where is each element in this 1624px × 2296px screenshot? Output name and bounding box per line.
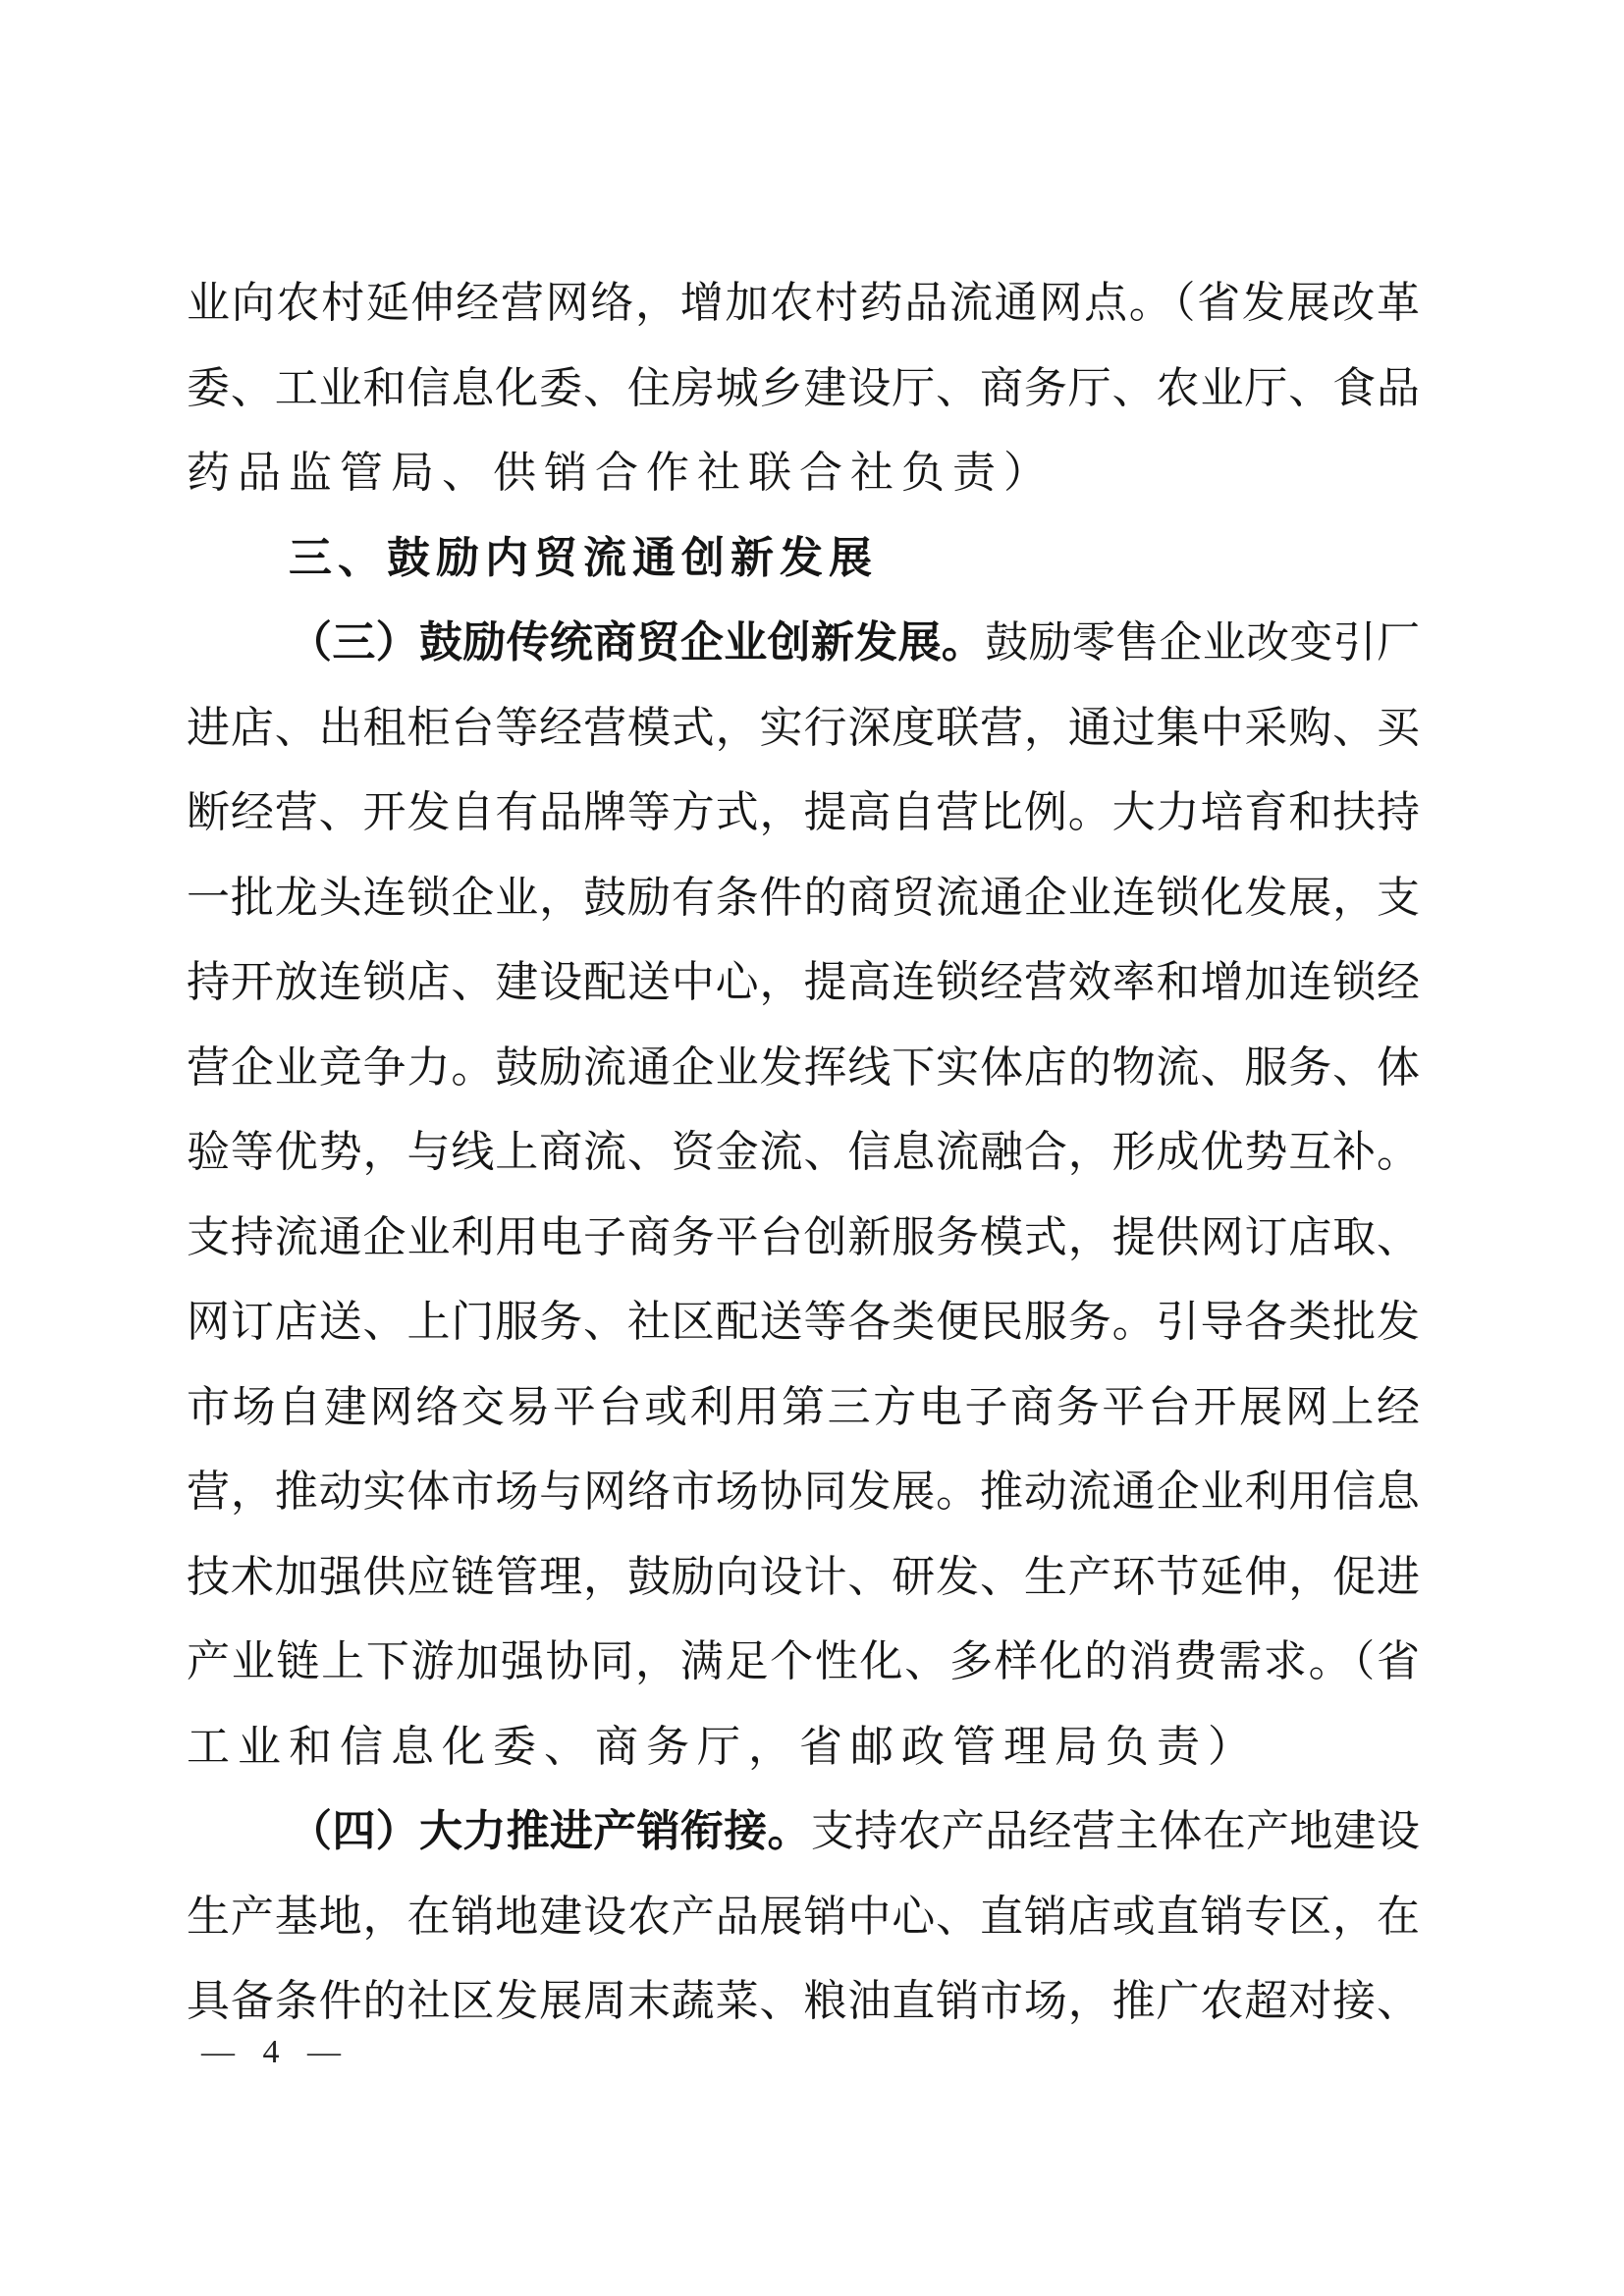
text-segment: 营，推动实体市场与网络市场协同发展。推动流通企业利用信息 <box>187 1468 1420 1516</box>
text-line <box>187 1026 1420 1111</box>
text-line <box>187 601 1420 686</box>
text-line <box>187 940 1420 1026</box>
text-line <box>187 1450 1420 1535</box>
text-line <box>187 261 1420 347</box>
text-segment: 生产基地，在销地建设农产品展销中心、直销店或直销专区，在 <box>187 1892 1420 1941</box>
text-segment: 支持流通企业利用电子商务平台创新服务模式，提供网订店取、 <box>187 1212 1420 1261</box>
text-line <box>187 1705 1420 1790</box>
text-segment: 网订店送、上门服务、社区配送等各类便民服务。引导各类批发 <box>187 1298 1420 1346</box>
text-line <box>187 431 1420 516</box>
text-line <box>187 856 1420 941</box>
text-segment: 支持农产品经营主体在产地建设 <box>810 1807 1421 1855</box>
text-segment: 断经营、开发自有品牌等方式，提高自营比例。大力培育和扶持 <box>187 788 1420 836</box>
text-line <box>187 1875 1420 1960</box>
text-segment: 工业和信息化委、商务厅，省邮政管理局负责） <box>187 1722 1259 1771</box>
text-segment: 鼓励零售企业改变引厂 <box>985 618 1421 667</box>
text-line <box>187 1959 1420 2045</box>
text-line <box>187 771 1420 856</box>
text-segment: 市场自建网络交易平台或利用第三方电子商务平台开展网上经 <box>187 1382 1420 1431</box>
page-number: — 4 — <box>201 2034 351 2070</box>
text-line <box>187 1789 1420 1875</box>
text-line <box>187 1110 1420 1196</box>
text-segment: 委、工业和信息化委、住房城乡建设厅、商务厅、农业厅、食品 <box>187 363 1420 412</box>
text-segment: 药品监管局、供销合作社联合社负责） <box>187 449 1055 497</box>
text-segment: 一批龙头连锁企业，鼓励有条件的商贸流通企业连锁化发展，支 <box>187 873 1420 922</box>
text-segment-bold: （四）大力推进产销衔接。 <box>289 1807 811 1855</box>
section-heading <box>187 516 1420 602</box>
text-segment: 进店、出租柜台等经营模式，实行深度联营，通过集中采购、买 <box>187 703 1420 752</box>
text-segment: 持开放连锁店、建设配送中心，提高连锁经营效率和增加连锁经 <box>187 958 1420 1006</box>
text-segment: 具备条件的社区发展周末蔬菜、粮油直销市场，推广农超对接、 <box>187 1977 1420 2025</box>
text-line <box>187 1196 1420 1281</box>
text-segment: 营企业竞争力。鼓励流通企业发挥线下实体店的物流、服务、体 <box>187 1042 1420 1092</box>
text-block <box>187 261 1420 2045</box>
text-line <box>187 1280 1420 1365</box>
text-segment: 产业链上下游加强协同，满足个性化、多样化的消费需求。（省 <box>187 1637 1420 1685</box>
text-segment: 验等优势，与线上商流、资金流、信息流融合，形成优势互补。 <box>187 1128 1420 1176</box>
text-line <box>187 1535 1420 1621</box>
text-line <box>187 1365 1420 1451</box>
text-segment-bold: （三）鼓励传统商贸企业创新发展。 <box>289 618 986 667</box>
text-line <box>187 1620 1420 1705</box>
text-segment-bold: 三、鼓励内贸流通创新发展 <box>289 533 878 582</box>
text-segment: 业向农村延伸经营网络，增加农村药品流通网点。（省发展改革 <box>187 279 1420 327</box>
text-line <box>187 347 1420 432</box>
text-segment: 技术加强供应链管理，鼓励向设计、研发、生产环节延伸，促进 <box>187 1552 1420 1601</box>
text-line <box>187 686 1420 772</box>
